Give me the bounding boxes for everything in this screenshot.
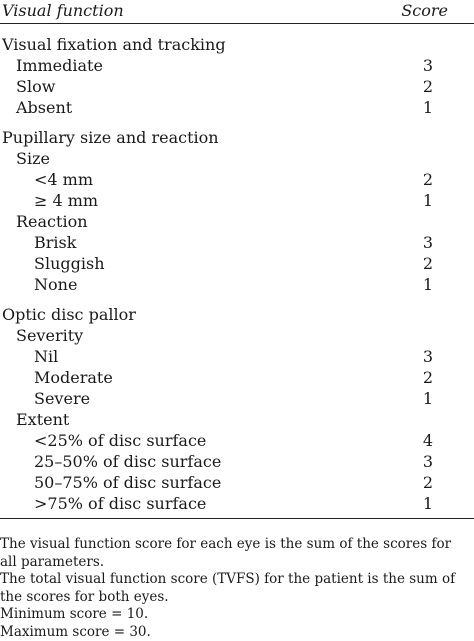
footnote: Maximum score = 30. xyxy=(0,623,151,640)
row-score: 2 xyxy=(422,473,433,492)
table-row xyxy=(0,148,474,169)
row-label: Nil xyxy=(34,347,59,366)
table-row xyxy=(0,253,474,274)
row-score: 3 xyxy=(422,452,433,471)
row-label: >75% of disc surface xyxy=(34,494,207,513)
row-label: Visual fixation and tracking xyxy=(2,35,226,54)
table-row xyxy=(0,304,474,325)
row-score: 3 xyxy=(422,233,433,252)
table-row xyxy=(0,493,474,514)
row-score: 3 xyxy=(422,347,433,366)
row-label: ≥ 4 mm xyxy=(34,191,99,210)
table-row xyxy=(0,169,474,190)
table-row xyxy=(0,451,474,472)
row-score: 2 xyxy=(422,170,433,189)
table-row xyxy=(0,190,474,211)
table-row xyxy=(0,472,474,493)
table-footnotes xyxy=(0,536,470,641)
table-row xyxy=(0,211,474,232)
row-score: 2 xyxy=(422,77,433,96)
row-label: Reaction xyxy=(16,212,88,231)
table-row xyxy=(0,76,474,97)
table-row xyxy=(0,97,474,118)
table-row xyxy=(0,127,474,148)
row-score: 1 xyxy=(422,98,433,117)
header-score: Score xyxy=(401,1,448,20)
row-label: Sluggish xyxy=(34,254,105,273)
row-score: 1 xyxy=(422,191,433,210)
table-row xyxy=(0,346,474,367)
table-row xyxy=(0,409,474,430)
table-row xyxy=(0,388,474,409)
row-label: Absent xyxy=(16,98,73,117)
row-score: 1 xyxy=(422,389,433,408)
row-label: Size xyxy=(16,149,50,168)
table-row xyxy=(0,274,474,295)
table-bottom-rule xyxy=(0,518,474,519)
table-row xyxy=(0,430,474,451)
table-row xyxy=(0,34,474,55)
footnote: The visual function score for each eye is the sum of the scores for all parameters. xyxy=(0,536,452,570)
row-label: Severe xyxy=(34,389,91,408)
row-label: Optic disc pallor xyxy=(2,305,136,324)
row-label: <25% of disc surface xyxy=(34,431,207,450)
row-label: Extent xyxy=(16,410,70,429)
row-score: 1 xyxy=(422,275,433,294)
table-row xyxy=(0,55,474,76)
row-label: 25–50% of disc surface xyxy=(34,452,222,471)
row-score: 4 xyxy=(422,431,433,450)
row-label: Slow xyxy=(16,77,56,96)
row-label: 50–75% of disc surface xyxy=(34,473,222,492)
header-visual-function: Visual function xyxy=(2,1,124,20)
row-score: 2 xyxy=(422,254,433,273)
footnote: The total visual function score (TVFS) for the patient is the sum of the scores for both eyes. xyxy=(0,571,456,605)
header-rule xyxy=(0,23,474,24)
row-label: <4 mm xyxy=(34,170,94,189)
row-score: 3 xyxy=(422,56,433,75)
table-row xyxy=(0,367,474,388)
row-label: Moderate xyxy=(34,368,113,387)
row-label: None xyxy=(34,275,78,294)
row-score: 2 xyxy=(422,368,433,387)
row-score: 1 xyxy=(422,494,433,513)
row-label: Pupillary size and reaction xyxy=(2,128,219,147)
row-label: Immediate xyxy=(16,56,103,75)
row-label: Brisk xyxy=(34,233,77,252)
table-row xyxy=(0,325,474,346)
table-row xyxy=(0,232,474,253)
footnote: Minimum score = 10. xyxy=(0,606,149,622)
row-label: Severity xyxy=(16,326,84,345)
